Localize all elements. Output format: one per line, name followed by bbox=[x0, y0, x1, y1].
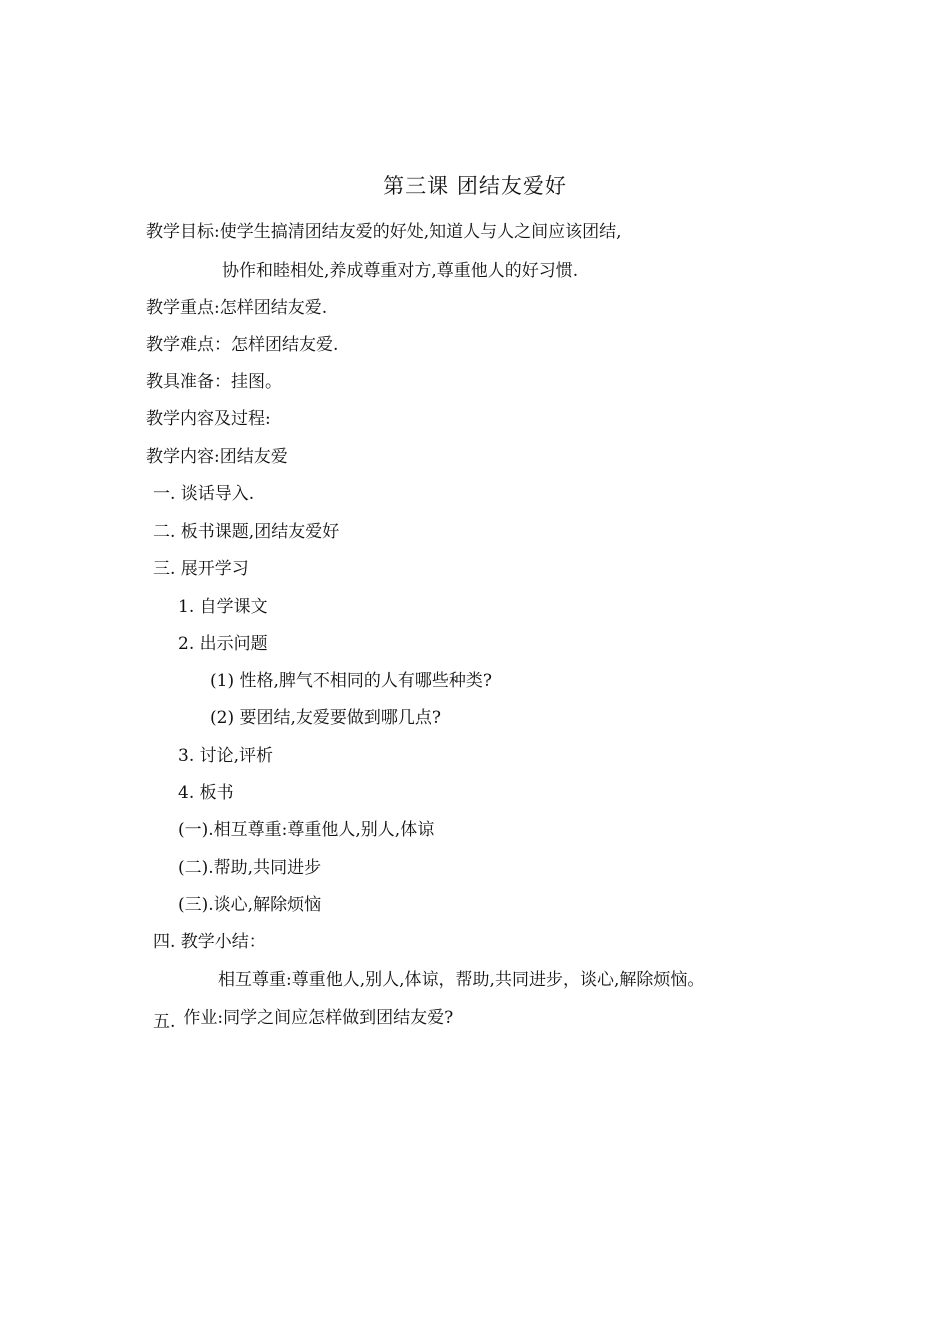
section-item: 二. 板书课题,团结友爱好 bbox=[153, 522, 340, 542]
difficulty-label: 教学难点 bbox=[146, 335, 214, 355]
objective-text: 使学生搞清团结友爱的好处,知道人与人之间应该团结, bbox=[219, 222, 622, 242]
difficulty-text: 怎样团结友爱. bbox=[231, 335, 339, 355]
materials-label: 教具准备 bbox=[146, 372, 214, 392]
homework-text: 作业:同学之间应怎样做到团结友爱? bbox=[183, 1008, 454, 1028]
objective-line bbox=[146, 221, 622, 243]
key-point-separator: : bbox=[214, 298, 220, 318]
step-item: 1. 自学课文 bbox=[178, 597, 268, 617]
board-item: (三).谈心,解除烦恼 bbox=[178, 895, 322, 915]
content-separator: : bbox=[214, 447, 220, 467]
lesson-title: 第三课 团结友爱好 bbox=[383, 174, 567, 198]
objective-separator: : bbox=[214, 222, 220, 242]
content-line bbox=[146, 446, 288, 468]
step-item: 2. 出示问题 bbox=[178, 634, 268, 654]
board-item: (二).帮助,共同进步 bbox=[178, 858, 322, 878]
content-text: 团结友爱 bbox=[219, 447, 288, 467]
summary-heading: 四. 教学小结： bbox=[153, 932, 266, 952]
homework-line bbox=[153, 1007, 454, 1032]
key-point-line bbox=[146, 297, 327, 319]
materials-text: 挂图。 bbox=[231, 372, 282, 392]
difficulty-line bbox=[146, 334, 338, 356]
materials-line bbox=[146, 371, 282, 393]
materials-separator: ： bbox=[214, 372, 231, 392]
step-item: 4. 板书 bbox=[178, 783, 234, 803]
key-point-label: 教学重点 bbox=[146, 298, 214, 318]
section-item: 三. 展开学习 bbox=[153, 559, 249, 579]
summary-text: 相互尊重:尊重他人,别人,体谅，帮助,共同进步，谈心,解除烦恼。 bbox=[218, 970, 705, 990]
question-item: (1) 性格,脾气不相同的人有哪些种类? bbox=[210, 671, 493, 691]
objective-label: 教学目标 bbox=[146, 222, 214, 242]
question-item: (2) 要团结,友爱要做到哪几点? bbox=[210, 708, 442, 728]
homework-number: 五. bbox=[153, 1012, 176, 1032]
objective-continuation: 协作和睦相处,养成尊重对方,尊重他人的好习惯. bbox=[222, 261, 579, 281]
board-item: (一).相互尊重:尊重他人,别人,体谅 bbox=[178, 820, 435, 840]
section-item: 一. 谈话导入. bbox=[153, 484, 255, 504]
step-item: 3. 讨论,评析 bbox=[178, 746, 274, 766]
key-point-text: 怎样团结友爱. bbox=[219, 298, 328, 318]
difficulty-separator: ： bbox=[214, 335, 231, 355]
content-label: 教学内容 bbox=[146, 447, 214, 467]
process-heading: 教学内容及过程: bbox=[146, 409, 271, 429]
